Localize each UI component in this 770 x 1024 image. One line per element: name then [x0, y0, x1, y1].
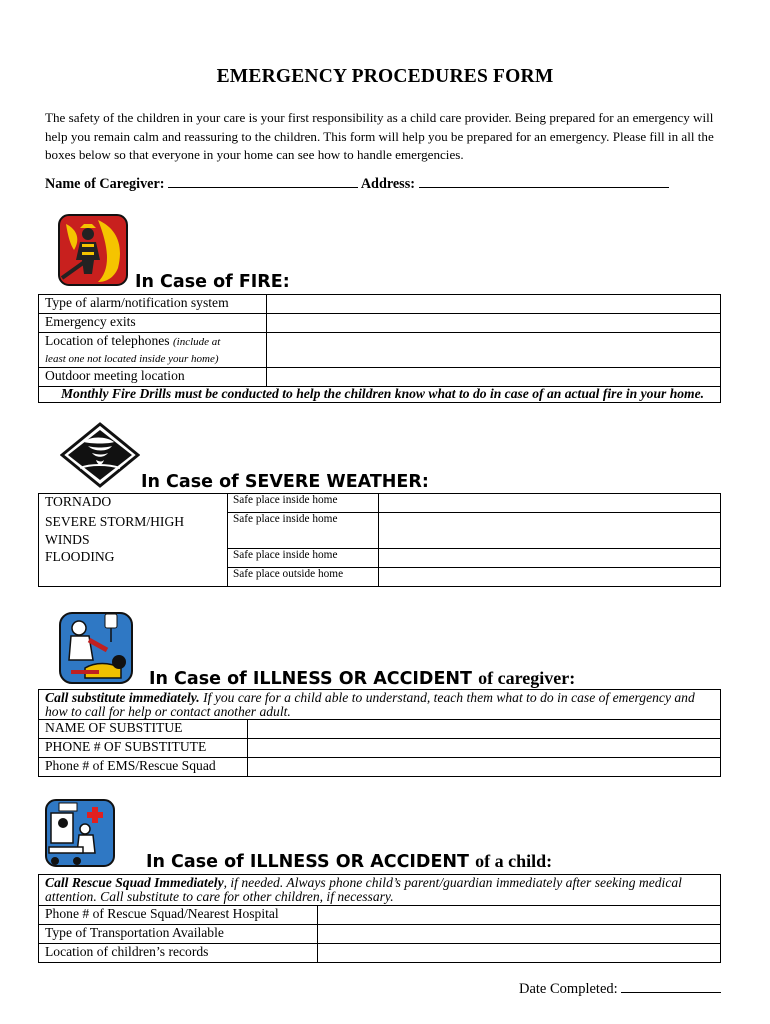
- date-completed-line: [519, 980, 721, 998]
- safe-place-label: Safe place inside home: [228, 494, 379, 513]
- fire-exits-field[interactable]: [267, 314, 721, 333]
- tornado-place-field[interactable]: [379, 494, 721, 513]
- child-illness-row-label: Location of children’s records: [39, 944, 318, 963]
- date-completed-label: Date Completed:: [519, 981, 618, 997]
- ambulance-icon: [45, 799, 115, 871]
- weather-row-label: FLOODING: [39, 549, 228, 568]
- caregiver-illness-note-text: If you care for a child able to understand, teach them what to do in case of emergency and how to call for help or contact another adult.: [45, 690, 695, 719]
- caregiver-illness-note-bold: Call substitute immediately.: [45, 690, 200, 705]
- address-label: Address:: [360, 176, 415, 192]
- caregiver-name-field[interactable]: [168, 176, 358, 188]
- fire-row-label: Outdoor meeting location: [39, 368, 267, 387]
- ems-phone-field[interactable]: [248, 758, 721, 777]
- transportation-field[interactable]: [318, 925, 721, 944]
- safe-place-label: Safe place inside home: [228, 549, 379, 568]
- fire-telephones-field[interactable]: [267, 333, 721, 368]
- child-illness-note-text: , if needed. Always phone child’s parent/guardian immediately after seeking medical attention. Call substitute to care for other children, if necessary.: [45, 875, 682, 904]
- flood-inside-field[interactable]: [379, 549, 721, 568]
- storm-place-field[interactable]: [379, 513, 721, 549]
- child-illness-note: [39, 875, 721, 906]
- caregiver-name-label: Name of Caregiver:: [45, 176, 165, 192]
- telephones-note: (include at: [172, 336, 221, 348]
- safe-place-label: Safe place outside home: [228, 568, 379, 587]
- caregiver-illness-row-label: Phone # of EMS/Rescue Squad: [39, 758, 248, 777]
- fire-meeting-field[interactable]: [267, 368, 721, 387]
- hospital-phone-field[interactable]: [318, 906, 721, 925]
- records-location-field[interactable]: [318, 944, 721, 963]
- caregiver-line: [45, 176, 669, 193]
- caregiver-illness-table: [38, 689, 721, 777]
- caregiver-illness-row-label: NAME OF SUBSTITUE: [39, 720, 248, 739]
- fire-table: [38, 294, 721, 403]
- weather-row-label: SEVERE STORM/HIGH WINDS: [39, 513, 228, 549]
- substitute-name-field[interactable]: [248, 720, 721, 739]
- caregiver-illness-note: [39, 690, 721, 720]
- child-illness-heading-suffix: of a child:: [475, 851, 553, 871]
- fire-alarm-field[interactable]: [267, 295, 721, 314]
- child-illness-row-label: Phone # of Rescue Squad/Nearest Hospital: [39, 906, 318, 925]
- weather-heading: In Case of SEVERE WEATHER:: [141, 472, 429, 492]
- caregiver-illness-heading-main: In Case of ILLNESS OR ACCIDENT: [149, 669, 472, 689]
- fire-row-label: Emergency exits: [39, 314, 267, 333]
- fire-drill-note: Monthly Fire Drills must be conducted to help the children know what to do in case of an actual fire in your home.: [39, 387, 721, 403]
- caregiver-illness-heading: [149, 668, 575, 689]
- tornado-warning-icon: [60, 422, 140, 488]
- telephones-label: Location of telephones: [45, 333, 170, 348]
- fire-heading: In Case of FIRE:: [135, 272, 290, 292]
- caregiver-illness-heading-suffix: of caregiver:: [478, 668, 576, 688]
- fire-row-label: [39, 333, 267, 368]
- substitute-phone-field[interactable]: [248, 739, 721, 758]
- injured-person-icon: [59, 612, 133, 684]
- child-illness-table: [38, 874, 721, 963]
- date-completed-field[interactable]: [621, 980, 721, 993]
- safe-place-label: Safe place inside home: [228, 513, 379, 549]
- child-illness-heading: [146, 851, 552, 872]
- fire-row-label: Type of alarm/notification system: [39, 295, 267, 314]
- weather-row-label: [39, 568, 228, 587]
- child-illness-note-bold: Call Rescue Squad Immediately: [45, 875, 224, 890]
- intro-paragraph: The safety of the children in your care is your first responsibility as a child care provider. Being prepared for an emergency will help you remain calm and reassuring to the children. This form will help you be prepared for an emergency. Please fill in all the boxes below so that everyone in your home can see how to handle emergencies.: [45, 110, 714, 162]
- weather-row-label: TORNADO: [39, 494, 228, 513]
- child-illness-row-label: Type of Transportation Available: [39, 925, 318, 944]
- child-illness-heading-main: In Case of ILLNESS OR ACCIDENT: [146, 852, 469, 872]
- page-title: EMERGENCY PROCEDURES FORM: [216, 66, 554, 87]
- weather-table: [38, 493, 721, 587]
- caregiver-illness-row-label: PHONE # OF SUBSTITUTE: [39, 739, 248, 758]
- flood-outside-field[interactable]: [379, 568, 721, 587]
- address-field[interactable]: [419, 176, 669, 188]
- firefighter-icon: [58, 214, 128, 286]
- telephones-note-line2: least one not located inside your home): [45, 353, 219, 365]
